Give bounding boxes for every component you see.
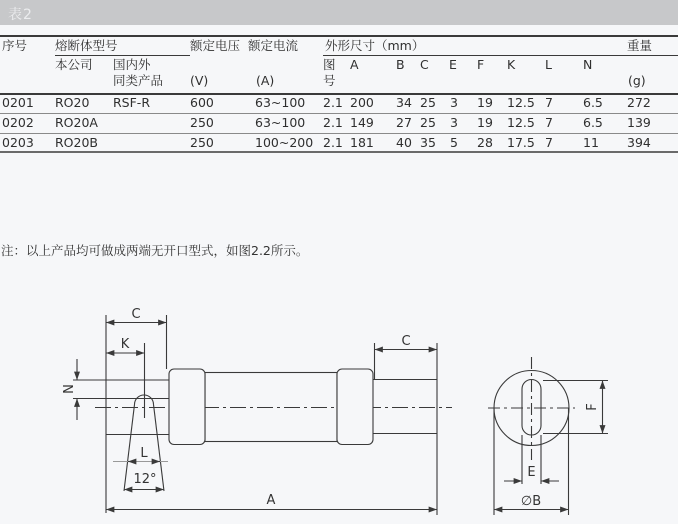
header-dim-C: C	[420, 57, 429, 72]
table-row-cell: 11	[583, 135, 599, 150]
table-row-cell: 6.5	[583, 115, 603, 130]
header-no: 序号	[2, 38, 28, 53]
table-row-cell: 19	[477, 95, 493, 110]
table-row-cell: 139	[627, 115, 651, 130]
table-row-cell: 3	[450, 115, 458, 130]
header-dim-L: L	[545, 57, 552, 72]
table-row-cell: RO20	[55, 95, 90, 110]
table-row-cell: 28	[477, 135, 493, 150]
table-row-cell: 3	[450, 95, 458, 110]
table-title: 表2	[8, 7, 33, 23]
header-dim-N: N	[583, 57, 593, 72]
header-company: 本公司	[55, 57, 93, 72]
header-domestic-1: 国内外	[113, 57, 151, 72]
header-dim-E: E	[449, 57, 457, 72]
header-voltage-unit: (V)	[190, 73, 209, 88]
table-row-cell: 5	[450, 135, 458, 150]
header-dim-K: K	[507, 57, 516, 72]
header-fig-2: 号	[323, 73, 336, 88]
table-row-cell: 250	[190, 115, 214, 130]
dim-label-k: K	[120, 337, 130, 352]
dim-label-l: L	[140, 446, 148, 461]
table-row-cell: 7	[545, 95, 553, 110]
dim-label-angle: 12°	[133, 472, 157, 487]
table-row-cell: RO20B	[55, 135, 99, 150]
header-weight-unit: (g)	[628, 73, 646, 88]
table-row-cell: 35	[420, 135, 436, 150]
table-row-cell: 25	[420, 115, 436, 130]
table-row-cell: 2.1	[323, 135, 343, 150]
table-row-cell: 0203	[2, 135, 34, 150]
table-row-cell: 7	[545, 115, 553, 130]
table-row-cell: 34	[396, 95, 412, 110]
header-voltage: 额定电压	[190, 38, 241, 53]
table-row-cell: 100~200	[255, 135, 314, 150]
dim-label-b: ∅B	[520, 494, 542, 509]
table-row-cell: 6.5	[583, 95, 603, 110]
table-row-cell: 272	[627, 95, 651, 110]
table-row-cell: 12.5	[507, 115, 535, 130]
table-row-cell: 63~100	[255, 115, 306, 130]
table-row-cell: 200	[350, 95, 374, 110]
header-weight: 重量	[627, 38, 653, 53]
table-row-cell: 12.5	[507, 95, 535, 110]
table-row-cell: RO20A	[55, 115, 98, 130]
header-current: 额定电流	[248, 38, 299, 53]
table-row-cell: 0201	[2, 95, 34, 110]
dim-label-c-right: C	[401, 334, 411, 349]
table-row-cell: 2.1	[323, 115, 343, 130]
header-dim-F: F	[477, 57, 485, 72]
table-row-cell: 25	[420, 95, 436, 110]
table-row-cell: 600	[190, 95, 214, 110]
table-row-cell: 40	[396, 135, 412, 150]
table-row-cell: 27	[396, 115, 412, 130]
table-row-cell: 0202	[2, 115, 34, 130]
table-row-cell: 2.1	[323, 95, 343, 110]
header-current-unit: (A)	[256, 73, 275, 88]
header-dims: 外形尺寸（mm）	[325, 38, 425, 53]
table-row-cell: RSF-R	[113, 95, 151, 110]
note-text: 注：以上产品均可做成两端无开口型式，如图2.2所示。	[1, 243, 309, 258]
table-row-cell: 250	[190, 135, 214, 150]
table-row-cell: 7	[545, 135, 553, 150]
header-dim-A: A	[350, 57, 359, 72]
header-dim-B: B	[396, 57, 405, 72]
table-row-cell: 181	[350, 135, 374, 150]
dim-label-a: A	[266, 493, 276, 508]
header-model: 熔断体型号	[55, 38, 118, 53]
dim-label-e: E	[527, 465, 536, 480]
dim-label-n: N	[62, 384, 77, 394]
table-row-cell: 394	[627, 135, 651, 150]
header-fig-1: 图	[323, 57, 336, 72]
header-domestic-2: 同类产品	[113, 73, 164, 88]
table-row-cell: 19	[477, 115, 493, 130]
dim-label-f: F	[585, 403, 600, 411]
table-row-cell: 17.5	[507, 135, 535, 150]
table-row-cell: 149	[350, 115, 374, 130]
dim-label-c-left: C	[131, 307, 141, 322]
table-row-cell: 63~100	[255, 95, 306, 110]
